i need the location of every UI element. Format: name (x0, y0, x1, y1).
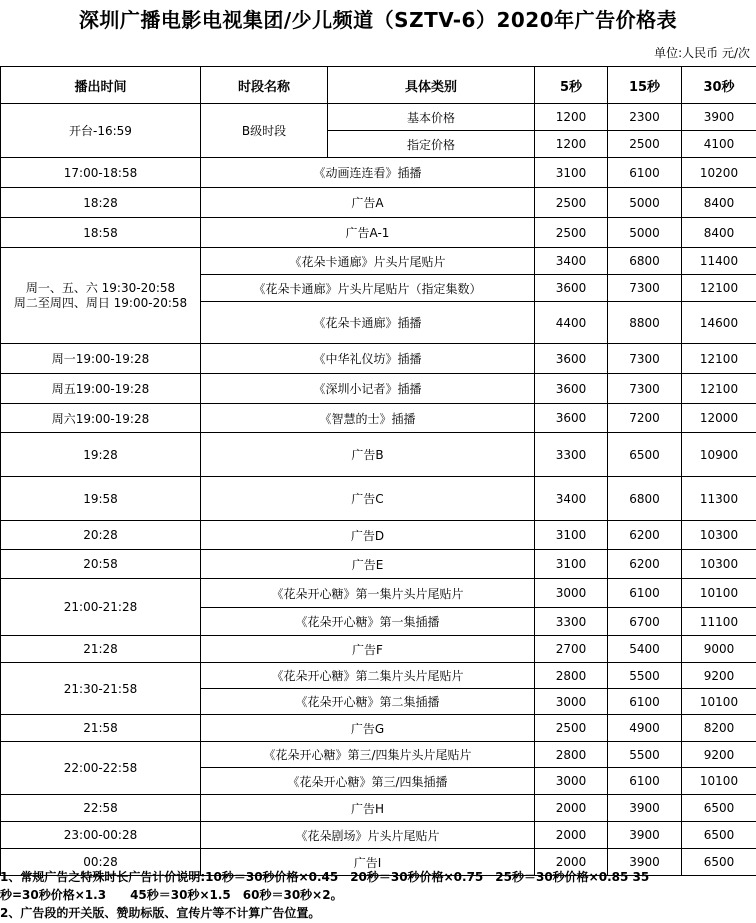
cell-program: 广告E (201, 550, 535, 579)
table-row (1, 715, 756, 742)
table-row (1, 742, 756, 768)
cell-time: 21:00-21:28 (1, 579, 201, 636)
cell-price-30s: 10300 (682, 521, 756, 550)
cell-time: 周五19:00-19:28 (1, 374, 201, 404)
cell-price-30s: 9000 (682, 636, 756, 663)
cell-time: 00:28 (1, 849, 201, 876)
cell-price-15s: 5400 (608, 636, 682, 663)
cell-price-15s: 4900 (608, 715, 682, 742)
footnote-line-1: 1、常规广告之特殊时长广告计价说明:10秒＝30秒价格×0.45 20秒＝30秒价格×0.75 25秒＝30秒价格×0.85 35 (0, 870, 650, 884)
cell-price-15s: 6800 (608, 477, 682, 521)
cell-price-5s: 3600 (535, 374, 608, 404)
cell-time: 开台-16:59 (1, 104, 201, 158)
cell-time (1, 248, 201, 344)
cell-program: 《花朵剧场》片头片尾贴片 (201, 822, 535, 849)
cell-program: 广告A-1 (201, 218, 535, 248)
cell-time: 20:58 (1, 550, 201, 579)
cell-price-30s: 12100 (682, 374, 756, 404)
cell-program: 广告A (201, 188, 535, 218)
cell-program: 《花朵卡通廊》插播 (201, 302, 535, 344)
footnote-line-2: 秒=30秒价格×1.3 45秒＝30秒×1.5 60秒＝30秒×2。 (0, 888, 343, 902)
cell-price-5s: 2800 (535, 742, 608, 768)
cell-price-30s: 10200 (682, 158, 756, 188)
cell-price-5s: 3100 (535, 550, 608, 579)
cell-price-30s: 4100 (682, 131, 756, 158)
cell-time: 21:28 (1, 636, 201, 663)
cell-program: 广告D (201, 521, 535, 550)
cell-program: 广告C (201, 477, 535, 521)
page-title: 深圳广播电影电视集团/少儿频道（SZTV-6）2020年广告价格表 (78, 8, 678, 32)
cell-time: 周一19:00-19:28 (1, 344, 201, 374)
cell-price-5s: 3400 (535, 477, 608, 521)
cell-price-30s: 8400 (682, 188, 756, 218)
table-row (1, 433, 756, 477)
cell-program: 《花朵开心糖》第三/四集片头片尾贴片 (201, 742, 535, 768)
cell-time: 22:58 (1, 795, 201, 822)
cell-program: 《深圳小记者》插播 (201, 374, 535, 404)
cell-time: 23:00-00:28 (1, 822, 201, 849)
cell-program: 广告I (201, 849, 535, 876)
cell-price-15s: 5000 (608, 218, 682, 248)
cell-time: 22:00-22:58 (1, 742, 201, 795)
cell-price-30s: 11100 (682, 608, 756, 636)
cell-price-30s: 10100 (682, 689, 756, 715)
table-row (1, 188, 756, 218)
cell-price-30s: 6500 (682, 849, 756, 876)
unit-label: 单位:人民币 元/次 (654, 46, 750, 60)
header-time: 播出时间 (1, 67, 201, 104)
cell-time: 21:58 (1, 715, 201, 742)
cell-price-5s: 1200 (535, 104, 608, 131)
cell-price-5s: 3300 (535, 433, 608, 477)
cell-program: 《花朵开心糖》第二集插播 (201, 689, 535, 715)
cell-price-30s: 9200 (682, 663, 756, 689)
cell-price-5s: 2800 (535, 663, 608, 689)
cell-price-5s: 3100 (535, 158, 608, 188)
cell-time: 19:58 (1, 477, 201, 521)
cell-price-5s: 3000 (535, 768, 608, 795)
table-row (1, 104, 756, 131)
price-table (0, 66, 756, 876)
table-row (1, 404, 756, 433)
cell-segment: B级时段 (201, 104, 328, 158)
cell-price-5s: 4400 (535, 302, 608, 344)
cell-price-15s: 3900 (608, 822, 682, 849)
cell-price-15s: 3900 (608, 849, 682, 876)
cell-price-30s: 11400 (682, 248, 756, 275)
cell-price-15s: 6800 (608, 248, 682, 275)
cell-program: 《中华礼仪坊》插播 (201, 344, 535, 374)
table-row (1, 579, 756, 608)
cell-price-30s: 8400 (682, 218, 756, 248)
cell-price-30s: 12100 (682, 275, 756, 302)
cell-price-30s: 10100 (682, 579, 756, 608)
table-row (1, 248, 756, 275)
cell-price-15s: 7300 (608, 275, 682, 302)
cell-price-15s: 7300 (608, 374, 682, 404)
cell-price-5s: 3600 (535, 404, 608, 433)
cell-price-30s: 6500 (682, 795, 756, 822)
cell-price-30s: 11300 (682, 477, 756, 521)
cell-price-15s: 6100 (608, 158, 682, 188)
cell-program: 《花朵开心糖》第三/四集插播 (201, 768, 535, 795)
table-row (1, 550, 756, 579)
table-row (1, 158, 756, 188)
cell-price-5s: 3000 (535, 689, 608, 715)
cell-price-5s: 3600 (535, 275, 608, 302)
table-row (1, 663, 756, 689)
header-30s: 30秒 (682, 67, 756, 104)
cell-price-5s: 3300 (535, 608, 608, 636)
table-row (1, 218, 756, 248)
cell-time: 18:58 (1, 218, 201, 248)
cell-time-line-1: 周一、五、六 19:30-20:58 (25, 280, 176, 295)
cell-price-15s: 2300 (608, 104, 682, 131)
cell-price-5s: 2000 (535, 822, 608, 849)
footnotes (0, 868, 752, 922)
cell-price-15s: 6100 (608, 689, 682, 715)
cell-price-15s: 5500 (608, 742, 682, 768)
table-row (1, 374, 756, 404)
cell-price-15s: 2500 (608, 131, 682, 158)
cell-category: 基本价格 (328, 104, 535, 131)
header-segment: 时段名称 (201, 67, 328, 104)
cell-price-5s: 2000 (535, 795, 608, 822)
cell-price-5s: 2000 (535, 849, 608, 876)
cell-time: 21:30-21:58 (1, 663, 201, 715)
header-15s: 15秒 (608, 67, 682, 104)
cell-price-5s: 2500 (535, 715, 608, 742)
cell-price-30s: 10100 (682, 768, 756, 795)
cell-price-5s: 2500 (535, 218, 608, 248)
cell-program: 《花朵开心糖》第二集片头片尾贴片 (201, 663, 535, 689)
table-row (1, 795, 756, 822)
cell-price-15s: 8800 (608, 302, 682, 344)
cell-price-15s: 3900 (608, 795, 682, 822)
table-row (1, 521, 756, 550)
cell-price-15s: 7200 (608, 404, 682, 433)
cell-price-30s: 10300 (682, 550, 756, 579)
cell-price-5s: 3000 (535, 579, 608, 608)
cell-time: 20:28 (1, 521, 201, 550)
cell-price-15s: 5000 (608, 188, 682, 218)
cell-price-30s: 3900 (682, 104, 756, 131)
cell-price-15s: 5500 (608, 663, 682, 689)
cell-price-30s: 14600 (682, 302, 756, 344)
cell-price-15s: 6200 (608, 550, 682, 579)
cell-program: 广告G (201, 715, 535, 742)
cell-price-5s: 2700 (535, 636, 608, 663)
table-row (1, 344, 756, 374)
cell-price-15s: 6200 (608, 521, 682, 550)
cell-time: 18:28 (1, 188, 201, 218)
header-category: 具体类别 (328, 67, 535, 104)
table-row (1, 477, 756, 521)
cell-program: 广告F (201, 636, 535, 663)
cell-program: 《花朵开心糖》第一集片头片尾贴片 (201, 579, 535, 608)
cell-program: 广告H (201, 795, 535, 822)
cell-price-30s: 6500 (682, 822, 756, 849)
cell-price-15s: 6700 (608, 608, 682, 636)
cell-price-15s: 7300 (608, 344, 682, 374)
cell-price-30s: 12000 (682, 404, 756, 433)
cell-time: 周六19:00-19:28 (1, 404, 201, 433)
cell-price-30s: 9200 (682, 742, 756, 768)
table-row (1, 822, 756, 849)
cell-program: 《动画连连看》插播 (201, 158, 535, 188)
cell-program: 《花朵卡通廊》片头片尾贴片（指定集数） (201, 275, 535, 302)
cell-program: 《花朵卡通廊》片头片尾贴片 (201, 248, 535, 275)
cell-price-15s: 6500 (608, 433, 682, 477)
cell-price-30s: 10900 (682, 433, 756, 477)
cell-price-5s: 3100 (535, 521, 608, 550)
table-row (1, 636, 756, 663)
cell-time: 19:28 (1, 433, 201, 477)
header-5s: 5秒 (535, 67, 608, 104)
cell-program: 《花朵开心糖》第一集插播 (201, 608, 535, 636)
cell-time: 17:00-18:58 (1, 158, 201, 188)
cell-program: 广告B (201, 433, 535, 477)
cell-category: 指定价格 (328, 131, 535, 158)
footnote-line-3: 2、广告段的开关版、赞助标版、宣传片等不计算广告位置。 (0, 906, 321, 920)
cell-program: 《智慧的士》插播 (201, 404, 535, 433)
cell-price-5s: 2500 (535, 188, 608, 218)
table-header-row (1, 67, 756, 104)
cell-price-5s: 1200 (535, 131, 608, 158)
cell-price-15s: 6100 (608, 579, 682, 608)
cell-price-5s: 3400 (535, 248, 608, 275)
cell-time-line-2: 周二至周四、周日 19:00-20:58 (13, 295, 188, 310)
cell-price-5s: 3600 (535, 344, 608, 374)
cell-price-30s: 8200 (682, 715, 756, 742)
cell-price-30s: 12100 (682, 344, 756, 374)
cell-price-15s: 6100 (608, 768, 682, 795)
